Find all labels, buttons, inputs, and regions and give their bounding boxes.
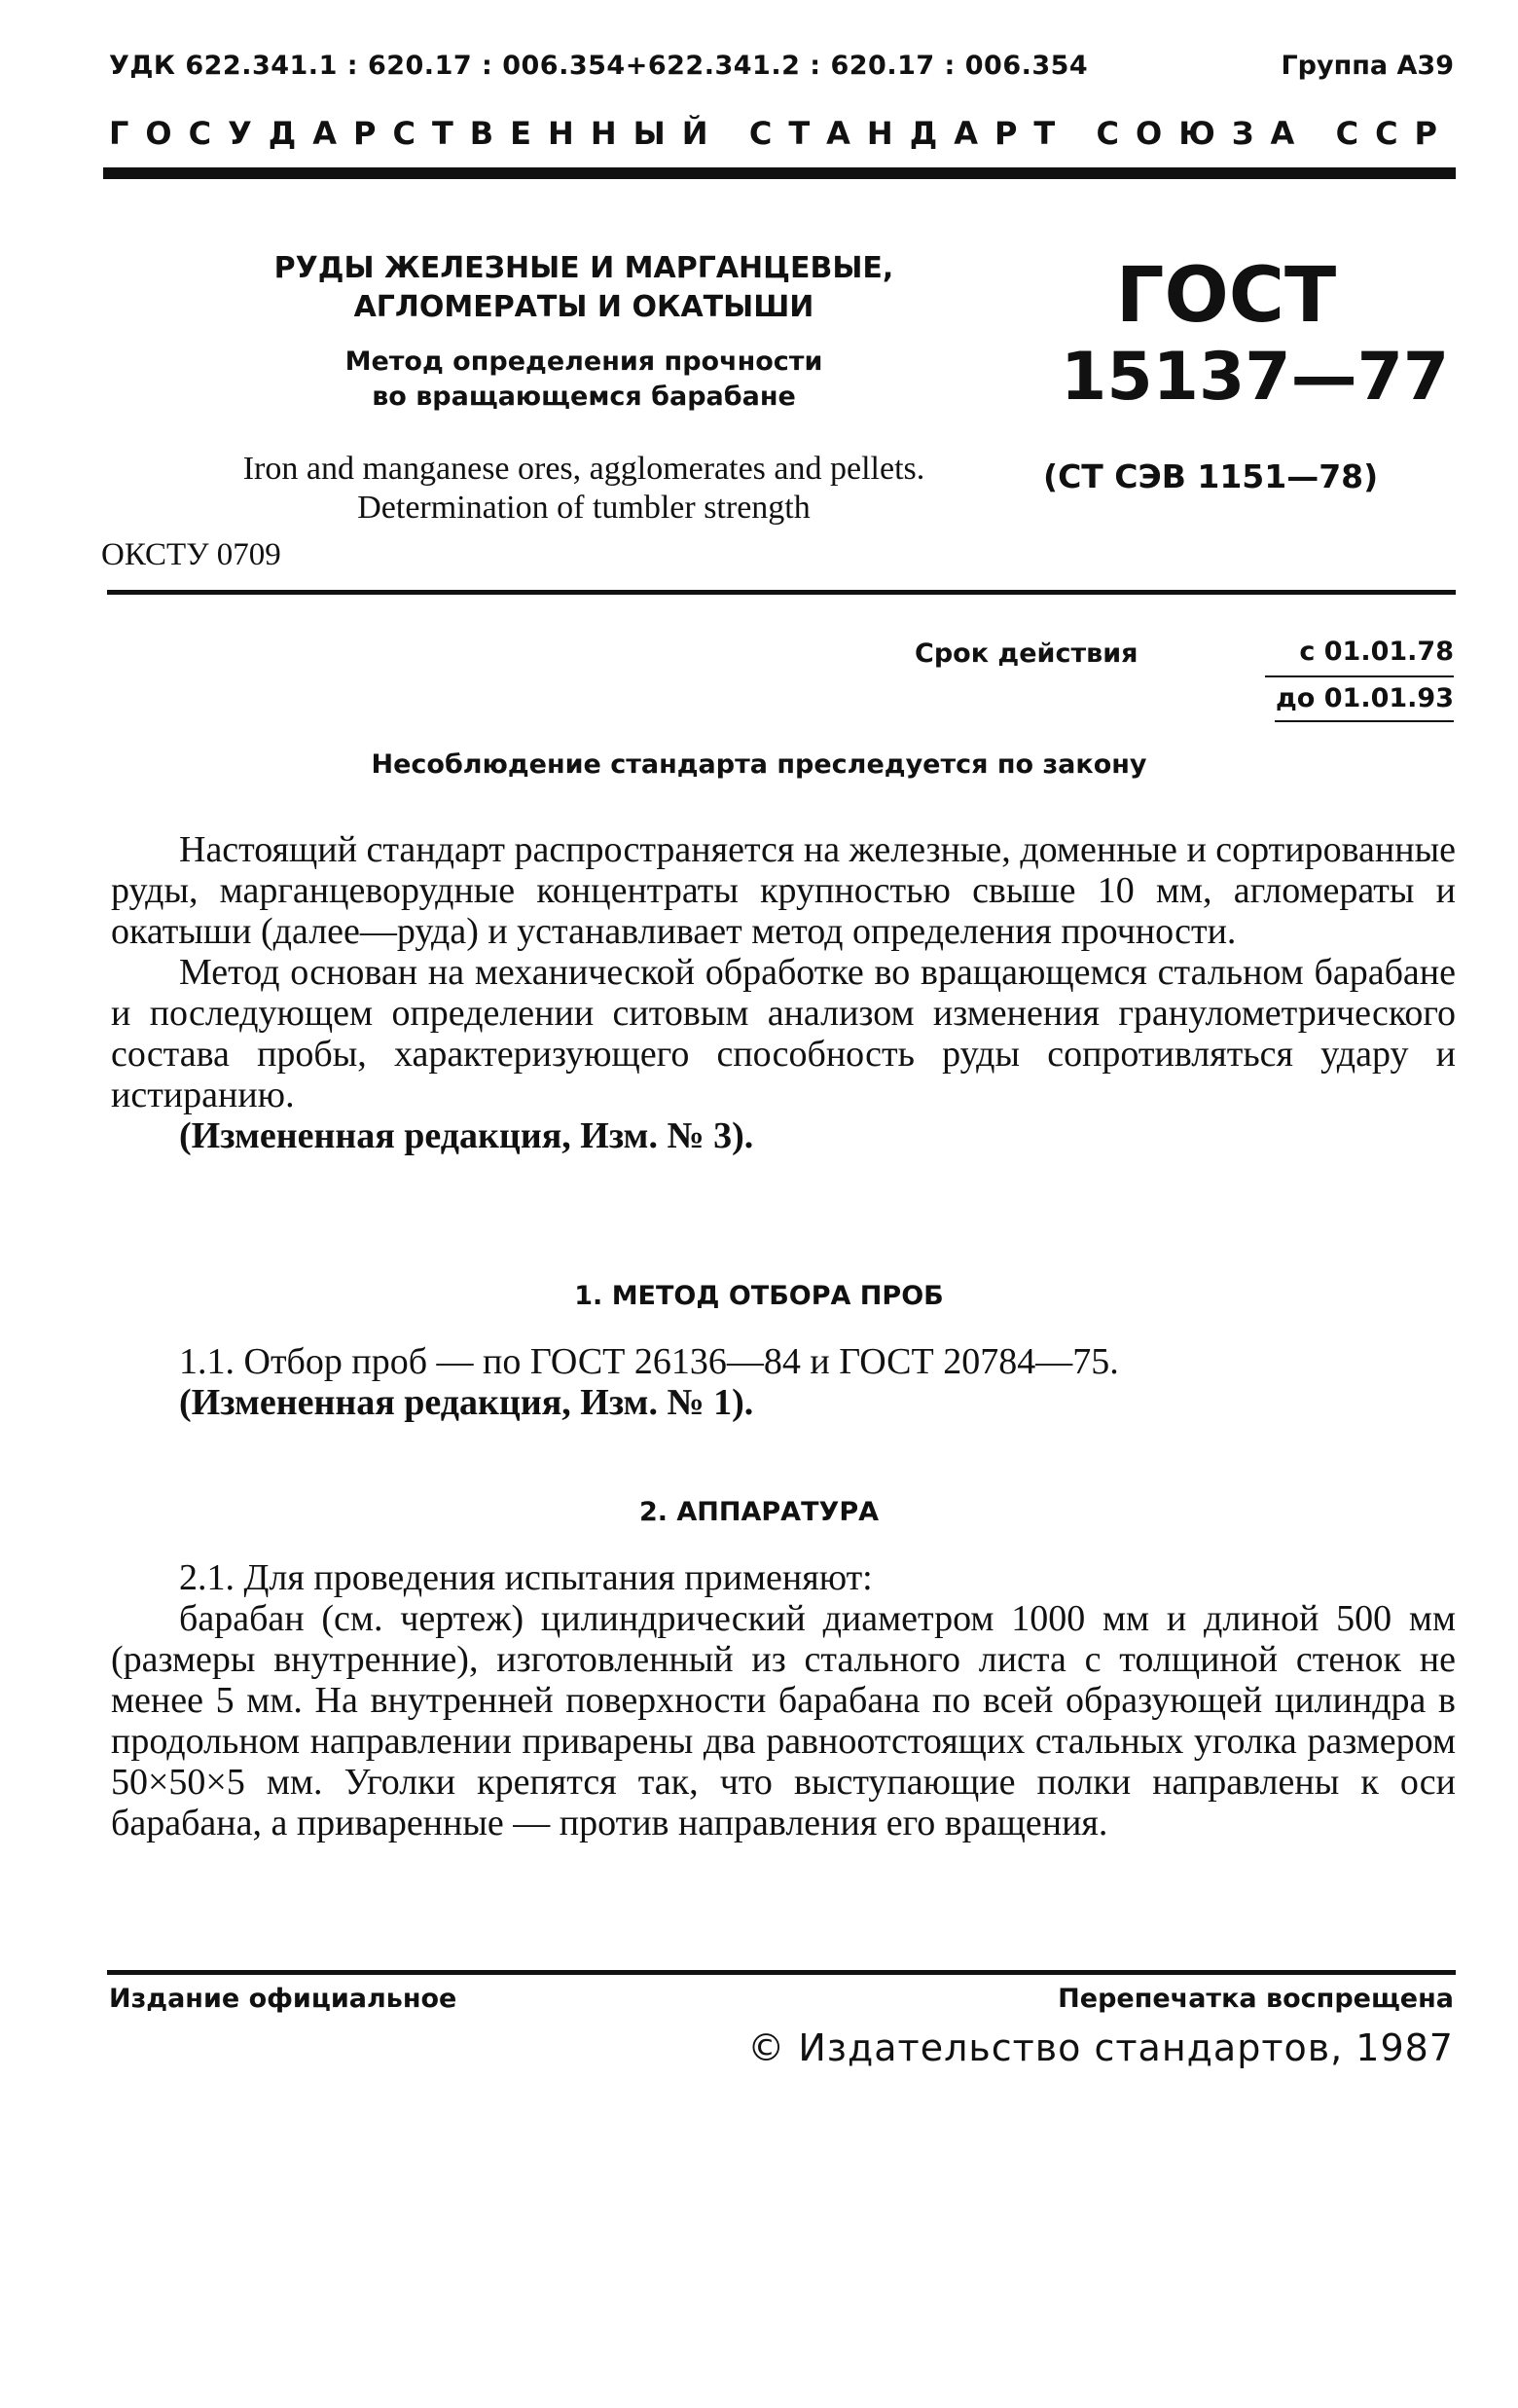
- validity-divider: [1265, 675, 1454, 677]
- subtitle-line-2: во вращающемся барабане: [372, 382, 796, 412]
- intro-paragraph-2: Метод основан на механической обработке во вращающемся стальном барабане и последующем определении ситовым анализом изменения гранулометрического состава пробы, характеризующего способность руды сопротивляться удару и истиранию.: [111, 952, 1456, 1115]
- english-title: [146, 450, 1022, 528]
- banner-word: ГОСУДАРСТВЕННЫЙ: [109, 115, 725, 152]
- header-rule-thick: [103, 167, 1456, 179]
- english-title-line-2: Determination of tumbler strength: [357, 490, 811, 526]
- title-line-1: РУДЫ ЖЕЛЕЗНЫЕ И МАРГАНЦЕВЫЕ,: [273, 251, 894, 285]
- banner-word: СОЮЗА: [1096, 115, 1312, 152]
- banner-word: ССР: [1335, 115, 1454, 152]
- title-block: [253, 249, 915, 415]
- gost-number: 15137—77: [1061, 339, 1450, 416]
- intro-paragraph-1: Настоящий стандарт распространяется на железные, доменные и сортированные руды, марганцеворудные концентраты крупностью свыше 10 мм, агломераты и окатыши (далее—руда) и устанавливает метод определения прочности.: [111, 829, 1456, 952]
- valid-to: до 01.01.93: [1276, 683, 1454, 713]
- title-line-2: АГЛОМЕРАТЫ И ОКАТЫШИ: [353, 290, 814, 324]
- section-2-paragraph-2: барабан (см. чертеж) цилиндрический диаметром 1000 мм и длиной 500 мм (размеры внутренние), изготовленный из стального листа с толщиной стенок не менее 5 мм. На внутренней поверхности барабана по всей образующей цилиндра в продольном направлении приварены два равноотстоящих стальных уголка размером 50×50×5 мм. Уголки крепятся так, что выступающие полки направлены к оси барабана, а приваренные — против направления его вращения.: [111, 1598, 1456, 1843]
- banner-word: СТАНДАРТ: [748, 115, 1072, 152]
- footer-rule: [107, 1970, 1456, 1975]
- okstu-code: ОКСТУ 0709: [101, 537, 281, 572]
- validity-underline: [1275, 720, 1454, 722]
- official-edition-note: Издание официальное: [109, 1984, 457, 2014]
- state-standard-banner: [109, 115, 1454, 152]
- law-notice: Несоблюдение стандарта преследуется по закону: [371, 749, 1147, 780]
- udk-code: УДК 622.341.1 : 620.17 : 006.354+622.341.2 : 620.17 : 006.354: [109, 51, 1089, 81]
- intro-text: [111, 829, 1456, 1156]
- copyright-line: © Издательство стандартов, 1987: [747, 2026, 1454, 2069]
- section-1-paragraph: 1.1. Отбор проб — по ГОСТ 26136—84 и ГОСТ 20784—75.: [179, 1341, 1119, 1382]
- valid-from: с 01.01.78: [1299, 637, 1454, 667]
- gost-label: ГОСТ: [1115, 252, 1337, 340]
- section-1-text: [111, 1341, 1456, 1423]
- cmea-standard: (СТ СЭВ 1151—78): [1043, 457, 1379, 495]
- english-title-line-1: Iron and manganese ores, agglomerates and pellets.: [242, 451, 925, 487]
- section-1-revision-note: (Измененная редакция, Изм. № 1).: [179, 1382, 754, 1423]
- title-rule: [107, 590, 1456, 595]
- section-2-title: 2. АППАРАТУРА: [638, 1497, 880, 1527]
- validity-label: Срок действия: [915, 638, 1138, 669]
- intro-revision-note: (Измененная редакция, Изм. № 3).: [179, 1115, 754, 1156]
- subtitle-line-1: Метод определения прочности: [344, 347, 823, 377]
- reprint-prohibited-note: Перепечатка воспрещена: [1058, 1984, 1454, 2014]
- section-2-text: [111, 1557, 1456, 1843]
- group-code: Группа А39: [1281, 51, 1454, 81]
- section-1-title: 1. МЕТОД ОТБОРА ПРОБ: [574, 1281, 944, 1311]
- section-2-paragraph-1: 2.1. Для проведения испытания применяют:: [179, 1557, 873, 1598]
